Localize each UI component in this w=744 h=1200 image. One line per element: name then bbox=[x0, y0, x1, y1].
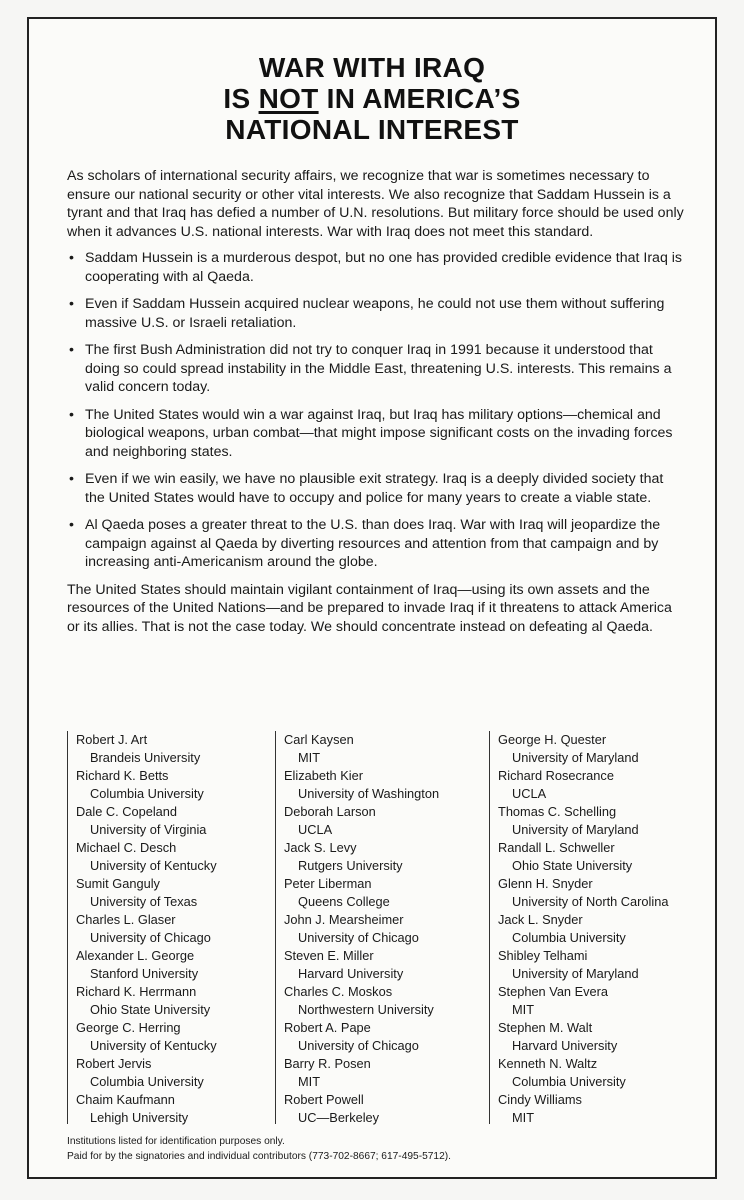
signatory-name: Stephen Van Evera bbox=[498, 984, 609, 999]
signatory bbox=[76, 1019, 276, 1055]
signatory-institution: University of North Carolina bbox=[512, 894, 669, 909]
signatory-name: Deborah Larson bbox=[284, 804, 376, 819]
signatory-institution: Brandeis University bbox=[90, 750, 201, 765]
signatory-institution: University of Maryland bbox=[512, 750, 639, 765]
footnote-paid-for: Paid for by the signatories and individual contributors (773-702-8667; 617-495-5712). bbox=[67, 1151, 451, 1162]
signatory-name: Robert A. Pape bbox=[284, 1020, 371, 1035]
signatory-name: Carl Kaysen bbox=[284, 732, 354, 747]
signatory-institution: Queens College bbox=[298, 894, 390, 909]
signatory-name: Thomas C. Schelling bbox=[498, 804, 617, 819]
signatory-institution: University of Washington bbox=[298, 786, 440, 801]
signatory-institution: Stanford University bbox=[90, 966, 199, 981]
headline-emphasis-not: NOT bbox=[258, 83, 319, 114]
signatory-institution: University of Maryland bbox=[512, 966, 639, 981]
signatory bbox=[284, 1055, 489, 1091]
signatory-institution: University of Virginia bbox=[90, 822, 207, 837]
signatory bbox=[284, 839, 489, 875]
signatory-name: Stephen M. Walt bbox=[498, 1020, 593, 1035]
signatory bbox=[284, 731, 489, 767]
signatory-name: Robert Jervis bbox=[76, 1056, 152, 1071]
argument-point: • Saddam Hussein is a murderous despot, but no one has provided credible evidence that Iraq is cooperating with al Qaeda. bbox=[67, 249, 685, 286]
headline-line-2-post: IN AMERICA’S bbox=[318, 83, 521, 114]
signatory-name: Alexander L. George bbox=[76, 948, 195, 963]
conclusion-paragraph: The United States should maintain vigilant containment of Iraq—using its own assets and the resources of the United Nations—and be prepared to invade Iraq if it threatens to attack America or its allies. That is not the case today. We should concentrate instead on defeating al Qaeda. bbox=[67, 581, 672, 635]
signatory-name: Shibley Telhami bbox=[498, 948, 588, 963]
signatory-name: Robert Powell bbox=[284, 1092, 364, 1107]
signatory-name: Kenneth N. Waltz bbox=[498, 1056, 598, 1071]
signatory-institution: Columbia University bbox=[90, 1074, 204, 1089]
signatory bbox=[498, 1055, 713, 1091]
signatory-institution: Ohio State University bbox=[512, 858, 633, 873]
intro-paragraph: As scholars of international security affairs, we recognize that war is sometimes necessary to ensure our national security or other vital interests. We also recognize that Saddam Hussein is a tyrant and that Iraq has defied a number of U.N. resolutions. But military force should be used only when it advances U.S. national interests. War with Iraq does not meet this standard. bbox=[67, 168, 684, 240]
signatory bbox=[284, 1091, 489, 1127]
signatory bbox=[498, 1019, 713, 1055]
signatory bbox=[76, 875, 276, 911]
signatory-institution: UCLA bbox=[512, 786, 547, 801]
signatory-name: Glenn H. Snyder bbox=[498, 876, 593, 891]
signatory-name: George C. Herring bbox=[76, 1020, 181, 1035]
signatory bbox=[76, 1091, 276, 1127]
signatory-institution: UCLA bbox=[298, 822, 333, 837]
signatory bbox=[284, 983, 489, 1019]
signatory bbox=[498, 803, 713, 839]
signatory-institution: Northwestern University bbox=[298, 1002, 434, 1017]
footnote bbox=[67, 1134, 451, 1164]
argument-point: • The United States would win a war against Iraq, but Iraq has military options—chemical and biological weapons, urban combat—that might impose significant costs on the invading forces and neighboring states. bbox=[67, 406, 685, 462]
signatory bbox=[284, 875, 489, 911]
argument-point: • Al Qaeda poses a greater threat to the U.S. than does Iraq. War with Iraq will jeopardize the campaign against al Qaeda by diverting resources and attention from that campaign and by increasing anti-Americanism around the globe. bbox=[67, 516, 685, 572]
signatory bbox=[76, 767, 276, 803]
signatory-institution: MIT bbox=[298, 1074, 321, 1089]
signatory-name: Jack S. Levy bbox=[284, 840, 357, 855]
footnote-identification: Institutions listed for identification purposes only. bbox=[67, 1136, 285, 1147]
signatory bbox=[498, 839, 713, 875]
signatory-name: Randall L. Schweller bbox=[498, 840, 615, 855]
signatory-institution: MIT bbox=[512, 1002, 535, 1017]
argument-point: • Even if Saddam Hussein acquired nuclear weapons, he could not use them without suffering massive U.S. or Israeli retaliation. bbox=[67, 295, 685, 332]
signatory-column-3 bbox=[489, 731, 713, 1124]
signatory bbox=[498, 911, 713, 947]
signatory-institution: Ohio State University bbox=[90, 1002, 211, 1017]
headline-line-2-pre: IS bbox=[223, 83, 259, 114]
signatory bbox=[498, 983, 713, 1019]
signatory-name: Charles L. Glaser bbox=[76, 912, 176, 927]
signatory-institution: University of Kentucky bbox=[90, 1038, 217, 1053]
signatory-institution: University of Chicago bbox=[90, 930, 211, 945]
signatory-name: Steven E. Miller bbox=[284, 948, 374, 963]
signatory-institution: Columbia University bbox=[512, 1074, 626, 1089]
signatory-name: Michael C. Desch bbox=[76, 840, 177, 855]
signatory bbox=[498, 767, 713, 803]
signatory-name: Richard Rosecrance bbox=[498, 768, 614, 783]
signatory-name: John J. Mearsheimer bbox=[284, 912, 404, 927]
signatory-institution: MIT bbox=[298, 750, 321, 765]
headline-line-1: WAR WITH IRAQ bbox=[258, 52, 486, 83]
signatory-column-1 bbox=[67, 731, 276, 1124]
signatory-institution: University of Maryland bbox=[512, 822, 639, 837]
signatory-institution: UC—Berkeley bbox=[298, 1110, 380, 1125]
signatory-institution: University of Chicago bbox=[298, 930, 419, 945]
signatory bbox=[76, 947, 276, 983]
signatory bbox=[498, 875, 713, 911]
signatory-institution: Columbia University bbox=[512, 930, 626, 945]
signatory-institution: MIT bbox=[512, 1110, 535, 1125]
signatory-name: Chaim Kaufmann bbox=[76, 1092, 175, 1107]
signatory-institution: University of Kentucky bbox=[90, 858, 217, 873]
signatory bbox=[76, 911, 276, 947]
signatory bbox=[498, 731, 713, 767]
signatory-institution: Columbia University bbox=[90, 786, 204, 801]
signatory-institution: University of Texas bbox=[90, 894, 198, 909]
signatory-institution: Lehigh University bbox=[90, 1110, 189, 1125]
signatory bbox=[284, 767, 489, 803]
body-text bbox=[67, 167, 685, 644]
signatory-name: Charles C. Moskos bbox=[284, 984, 393, 999]
signatory-name: Richard K. Herrmann bbox=[76, 984, 197, 999]
signatory bbox=[76, 983, 276, 1019]
signatory bbox=[498, 947, 713, 983]
signatory bbox=[284, 1019, 489, 1055]
signatory-institution: Harvard University bbox=[298, 966, 404, 981]
signatory bbox=[498, 1091, 713, 1127]
argument-point: • The first Bush Administration did not try to conquer Iraq in 1991 because it understood that doing so could spread instability in the Middle East, threatening U.S. interests. This remains a valid concern today. bbox=[67, 341, 685, 397]
signatory-name: Robert J. Art bbox=[76, 732, 148, 747]
signatory bbox=[76, 731, 276, 767]
argument-point: • Even if we win easily, we have no plausible exit strategy. Iraq is a deeply divided society that the United States would have to occupy and police for many years to create a viable state. bbox=[67, 470, 685, 507]
signatory bbox=[284, 947, 489, 983]
signatory-name: Dale C. Copeland bbox=[76, 804, 178, 819]
headline-line-2 bbox=[29, 83, 715, 114]
signatory-name: Barry R. Posen bbox=[284, 1056, 371, 1071]
signatory-name: Cindy Williams bbox=[498, 1092, 582, 1107]
signatory-name: Peter Liberman bbox=[284, 876, 372, 891]
signatory-name: Jack L. Snyder bbox=[498, 912, 583, 927]
signatory bbox=[76, 803, 276, 839]
advertisement-frame bbox=[27, 17, 717, 1179]
signatory-name: George H. Quester bbox=[498, 732, 607, 747]
signatory-name: Richard K. Betts bbox=[76, 768, 169, 783]
signatory-institution: Rutgers University bbox=[298, 858, 403, 873]
signatory bbox=[284, 803, 489, 839]
signatory-column-2 bbox=[275, 731, 489, 1124]
signatory-institution: Harvard University bbox=[512, 1038, 618, 1053]
signatory-institution: University of Chicago bbox=[298, 1038, 419, 1053]
signatory-name: Elizabeth Kier bbox=[284, 768, 363, 783]
signatory bbox=[76, 1055, 276, 1091]
signatory bbox=[76, 839, 276, 875]
argument-list bbox=[67, 249, 685, 572]
signatories bbox=[67, 731, 707, 1124]
headline bbox=[29, 52, 715, 145]
signatory bbox=[284, 911, 489, 947]
signatory-name: Sumit Ganguly bbox=[76, 876, 160, 891]
headline-line-3: NATIONAL INTEREST bbox=[225, 114, 519, 145]
